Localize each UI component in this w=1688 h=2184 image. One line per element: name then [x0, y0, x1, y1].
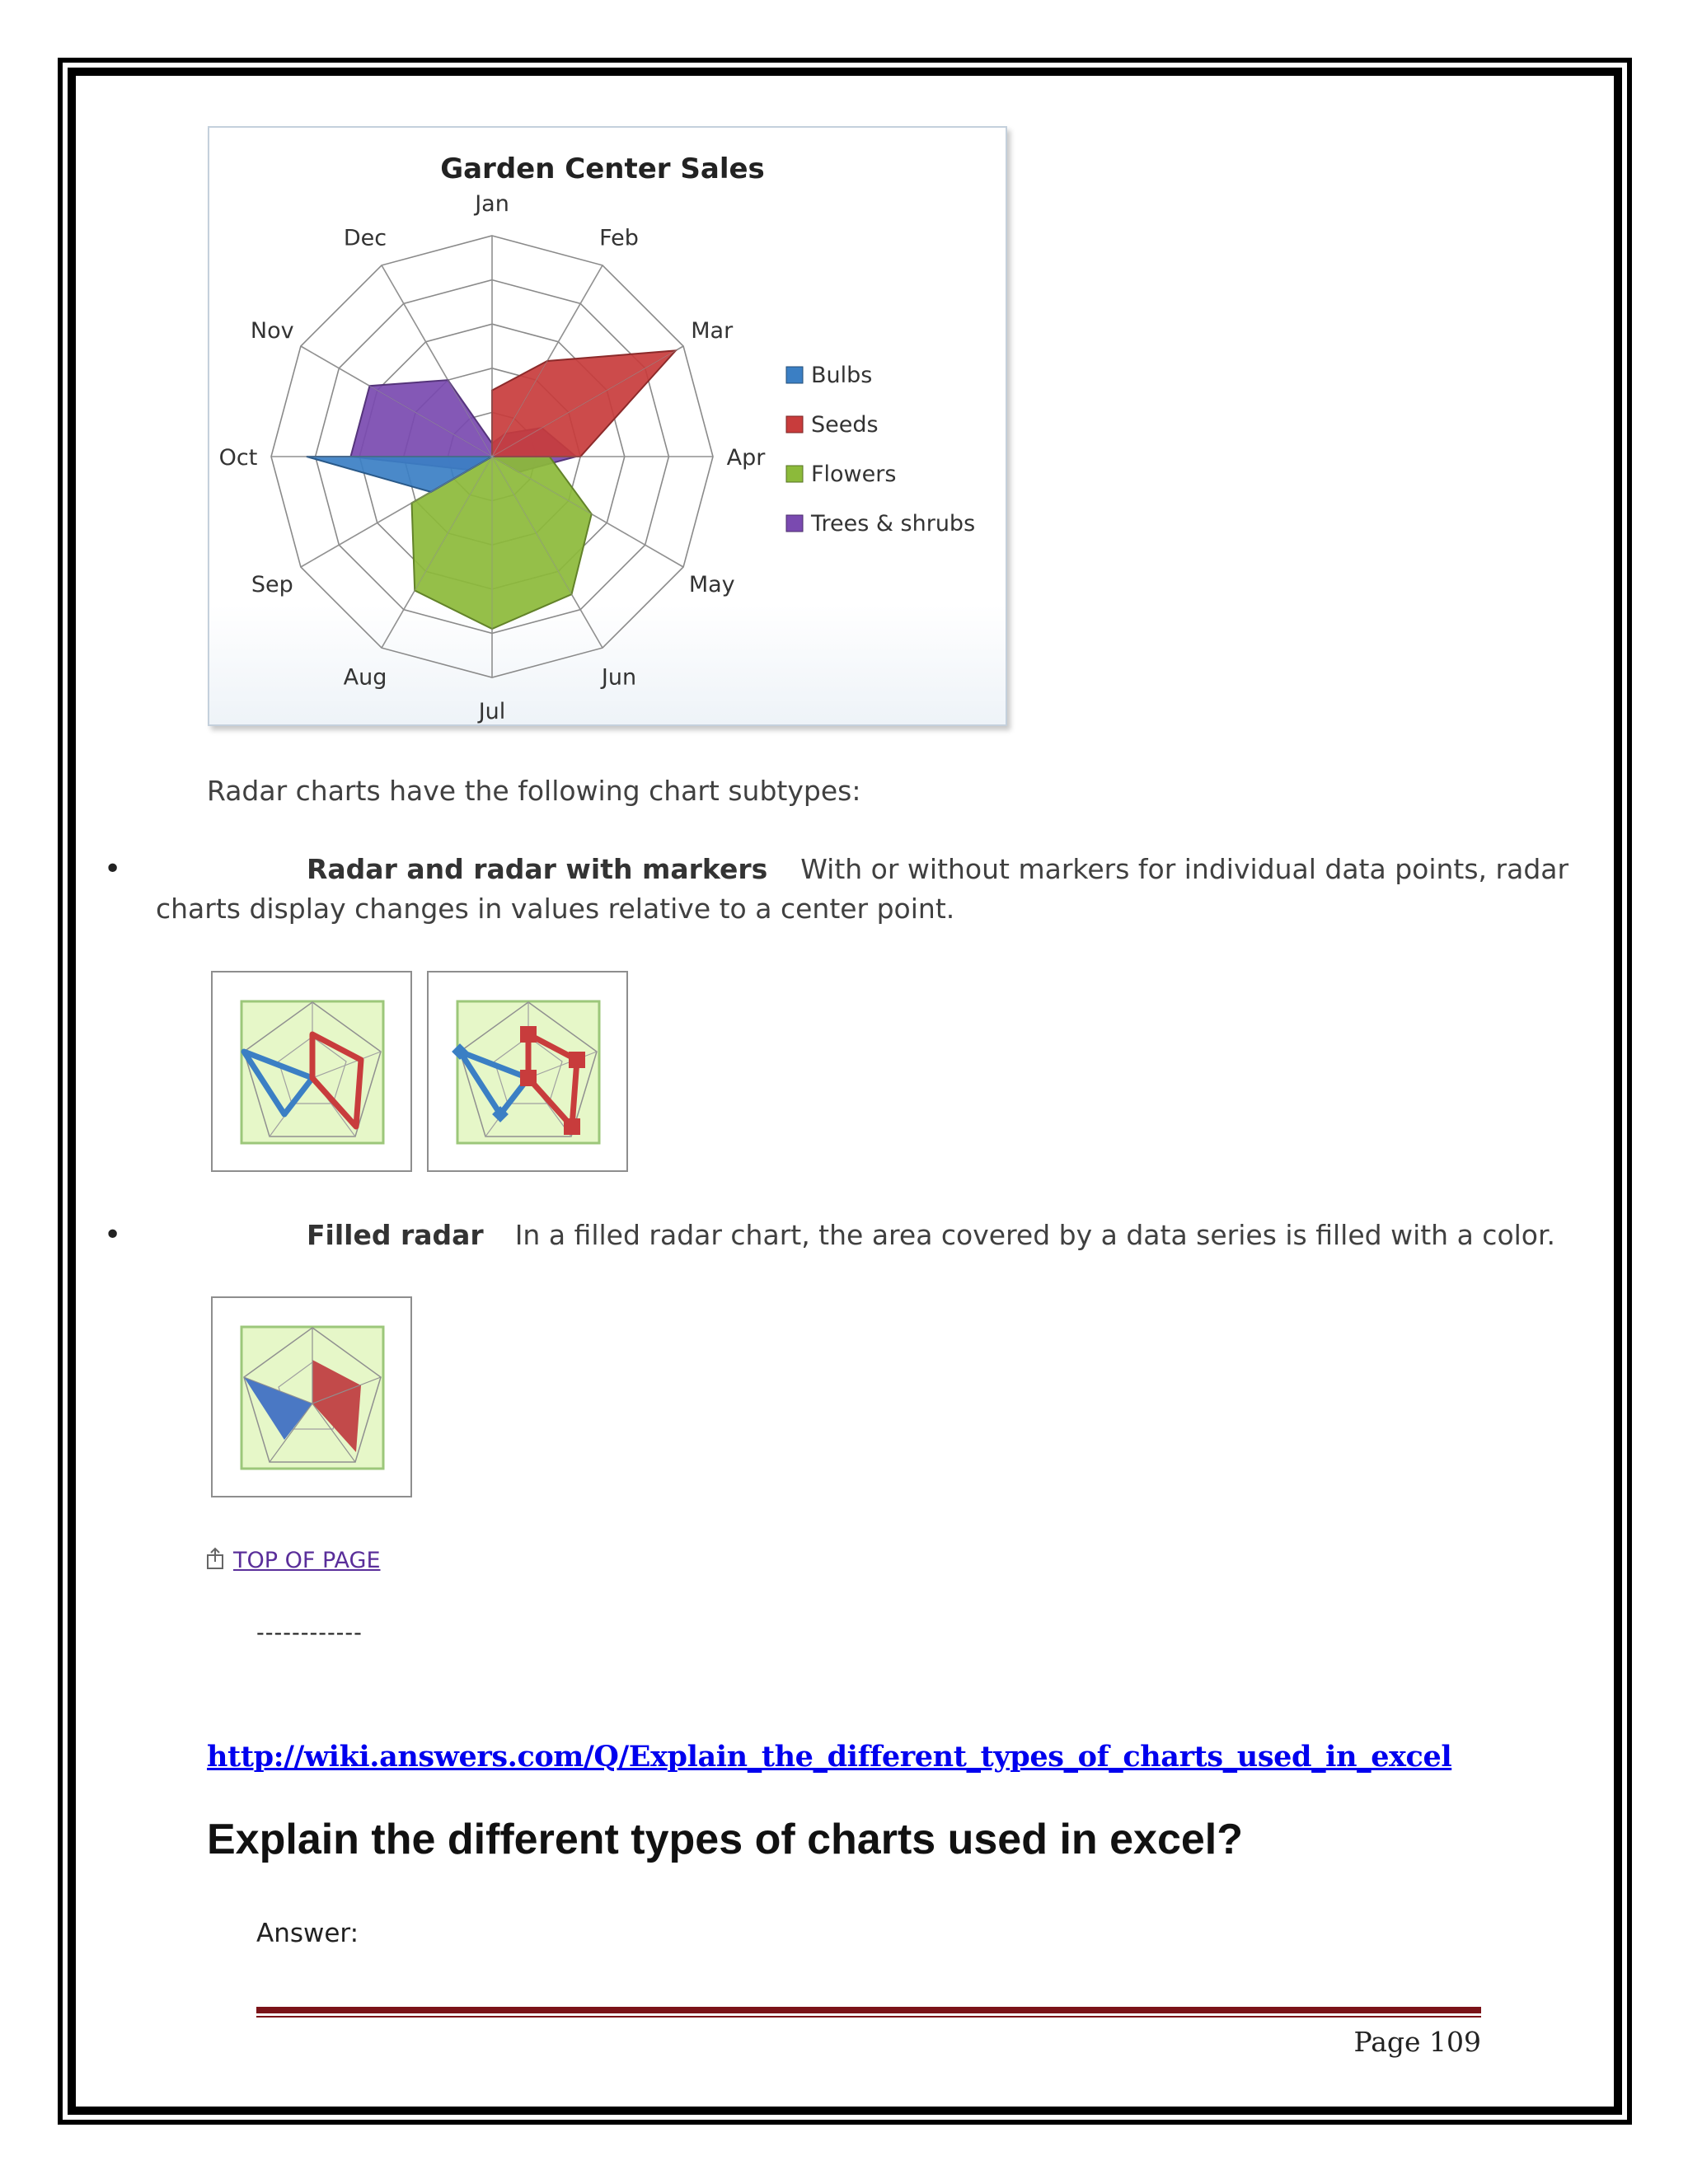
- legend-swatch: [786, 466, 803, 482]
- category-label: Jun: [601, 664, 637, 691]
- subtype-1-line: [307, 853, 1568, 885]
- page-number: Page 109: [1353, 2026, 1481, 2058]
- category-label: Jan: [475, 191, 509, 217]
- subtype-2-line: [307, 1219, 1555, 1251]
- legend-label: Trees & shrubs: [811, 511, 976, 537]
- subtype-1-description: With or without markers for individual data points, radar: [800, 853, 1569, 885]
- answer-label: Answer:: [256, 1919, 359, 1948]
- legend-swatch: [786, 515, 803, 532]
- category-label: May: [688, 572, 735, 598]
- bullet-dot: •: [104, 852, 122, 886]
- footer-rule: [256, 2007, 1481, 2013]
- radar-chart-svg: [209, 128, 1009, 728]
- top-of-page-icon[interactable]: [205, 1546, 225, 1571]
- radar-thumbnail-svg: [213, 972, 414, 1174]
- footer-rule-thin: [256, 2016, 1481, 2018]
- chart-title: Garden Center Sales: [440, 152, 765, 185]
- question-heading: Explain the different types of charts used in excel?: [207, 1816, 1243, 1863]
- separator-dashes: ------------: [256, 1620, 363, 1646]
- category-label: Jul: [478, 699, 506, 724]
- category-label: Sep: [251, 572, 293, 598]
- subtype-2-term: Filled radar: [307, 1219, 484, 1251]
- marker-square: [520, 1070, 537, 1086]
- subtype-1-description-cont: charts display changes in values relative to a center point.: [156, 893, 955, 925]
- bullet-dot: •: [104, 1218, 122, 1252]
- category-label: Apr: [726, 445, 766, 471]
- filled-radar-thumbnail[interactable]: [211, 1296, 412, 1497]
- marker-square: [520, 1026, 537, 1043]
- marker-square: [564, 1118, 580, 1135]
- radar-with-markers-thumbnail[interactable]: [427, 971, 628, 1172]
- marker-square: [569, 1052, 585, 1068]
- source-url-link[interactable]: http://wiki.answers.com/Q/Explain_the_different_types_of_charts_used_in_excel: [207, 1740, 1452, 1774]
- subtype-1-term: Radar and radar with markers: [307, 853, 768, 885]
- category-label: Oct: [218, 445, 258, 471]
- legend-swatch: [786, 367, 803, 383]
- legend-label: Bulbs: [811, 363, 873, 388]
- legend-label: Flowers: [811, 462, 897, 487]
- legend-label: Seeds: [811, 412, 879, 438]
- garden-center-sales-chart: [208, 126, 1007, 726]
- category-label: Dec: [343, 225, 387, 251]
- top-of-page-link[interactable]: TOP OF PAGE: [233, 1548, 381, 1573]
- radar-markers-thumbnail-svg: [429, 972, 630, 1174]
- category-label: Aug: [343, 664, 387, 691]
- subtype-2-description: In a filled radar chart, the area covered by a data series is filled with a color.: [514, 1219, 1556, 1251]
- radar-thumbnail[interactable]: [211, 971, 412, 1172]
- category-label: Nov: [250, 318, 294, 344]
- filled-radar-thumbnail-svg: [213, 1298, 414, 1499]
- intro-text: Radar charts have the following chart subtypes:: [207, 775, 861, 807]
- category-label: Feb: [599, 225, 639, 251]
- legend-swatch: [786, 416, 803, 433]
- category-label: Mar: [691, 318, 734, 344]
